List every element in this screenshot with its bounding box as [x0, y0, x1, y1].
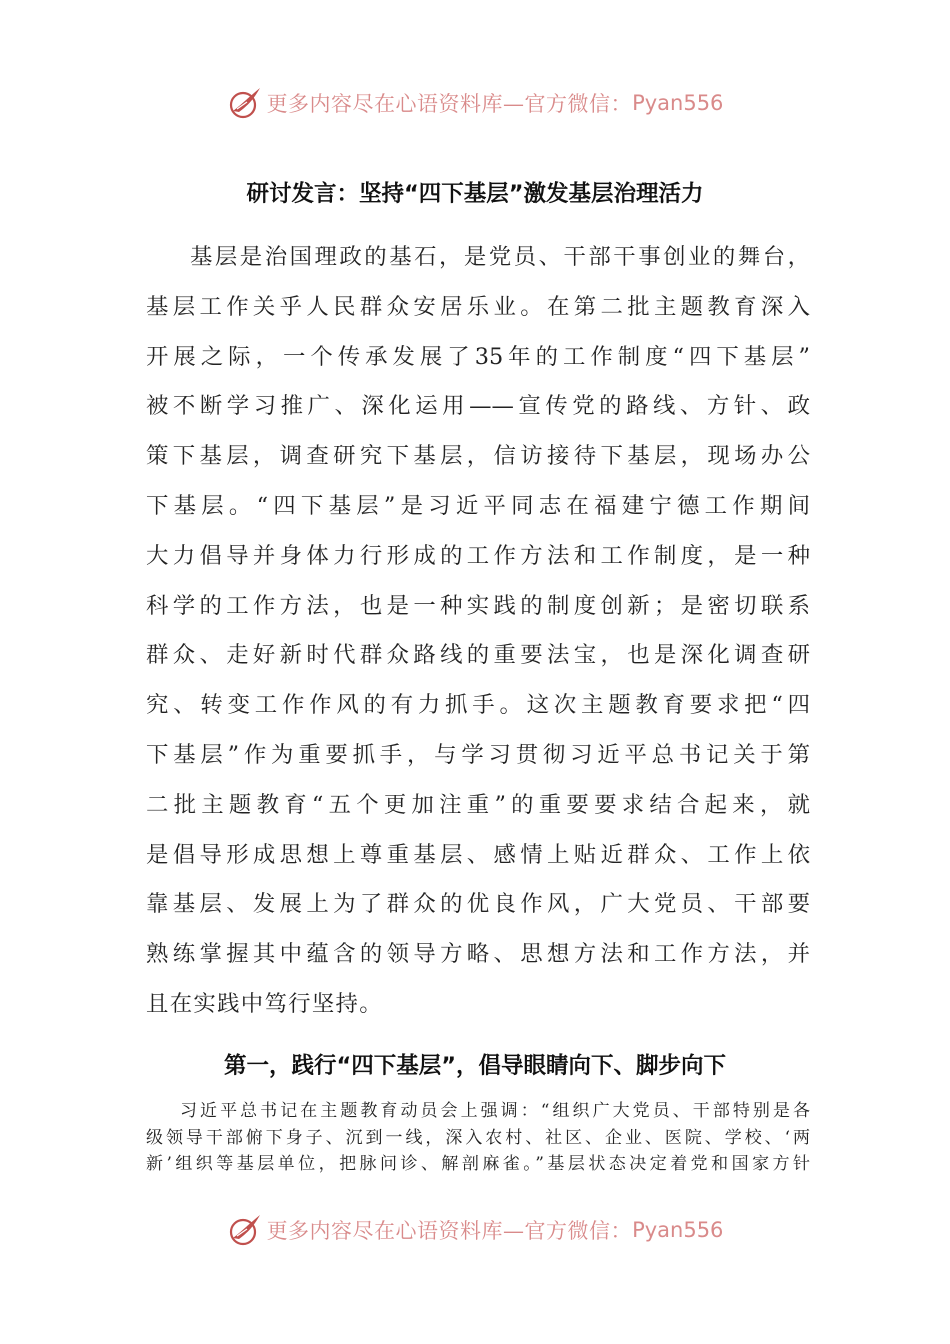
watermark-footer [0, 1210, 950, 1250]
paragraph-line: 是倡导形成思想上尊重基层、感情上贴近群众、工作上依 [146, 841, 810, 868]
watermark-handle: Pyan556 [632, 91, 724, 115]
paragraph-line: 基层工作关乎人民群众安居乐业。在第二批主题教育深入 [146, 293, 810, 320]
paragraph-line: 下基层”作为重要抓手，与学习贯彻习近平总书记关于第 [146, 741, 810, 768]
paragraph-line: 且在实践中笃行坚持。 [146, 990, 383, 1017]
quill-logo-icon [227, 1212, 263, 1248]
paragraph-line: 级领导干部俯下身子、沉到一线，深入农村、社区、企业、医院、学校、‘两 [146, 1127, 810, 1148]
paragraph-line: 群众、走好新时代群众路线的重要法宝，也是深化调查研 [146, 642, 810, 669]
document-title: 研讨发言：坚持“四下基层”激发基层治理活力 [246, 181, 704, 207]
paragraph-line: 大力倡导并身体力行形成的工作方法和工作制度，是一种 [146, 542, 810, 569]
paragraph-line: 靠基层、发展上为了群众的优良作风，广大党员、干部要 [146, 891, 810, 918]
watermark-text: 更多内容尽在心语资料库—官方微信： [266, 92, 633, 116]
paragraph-line: 下基层。“四下基层”是习近平同志在福建宁德工作期间 [146, 492, 810, 519]
paragraph-line: 策下基层，调查研究下基层，信访接待下基层，现场办公 [146, 443, 810, 470]
paragraph-1 [146, 236, 810, 1033]
paragraph-line: 科学的工作方法，也是一种实践的制度创新；是密切联系 [146, 592, 810, 619]
paragraph-line: 开展之际，一个传承发展了35年的工作制度“四下基层” [146, 343, 810, 370]
watermark-handle: Pyan556 [632, 1218, 724, 1242]
watermark-header [0, 83, 950, 123]
paragraph-line: 二批主题教育“五个更加注重”的重要要求结合起来，就 [146, 791, 810, 818]
quill-logo-icon [227, 85, 263, 121]
paragraph-line: 基层是治国理政的基石，是党员、干部干事创业的舞台， [190, 244, 810, 270]
section-heading: 第一，践行“四下基层”，倡导眼睛向下、脚步向下 [223, 1053, 727, 1079]
paragraph-line: 新’组织等基层单位，把脉问诊、解剖麻雀。”基层状态决定着党和国家方针 [146, 1154, 810, 1174]
paragraph-line: 究、转变工作作风的有力抓手。这次主题教育要求把“四 [146, 692, 810, 719]
paragraph-line: 被不断学习推广、深化运用——宣传党的路线、方针、政 [146, 393, 810, 420]
paragraph-line: 熟练掌握其中蕴含的领导方略、思想方法和工作方法，并 [146, 941, 810, 968]
paragraph-line: 习近平总书记在主题教育动员会上强调：“组织广大党员、干部特别是各 [180, 1101, 810, 1121]
watermark-text: 更多内容尽在心语资料库—官方微信： [266, 1219, 633, 1243]
paragraph-2 [146, 1098, 810, 1178]
